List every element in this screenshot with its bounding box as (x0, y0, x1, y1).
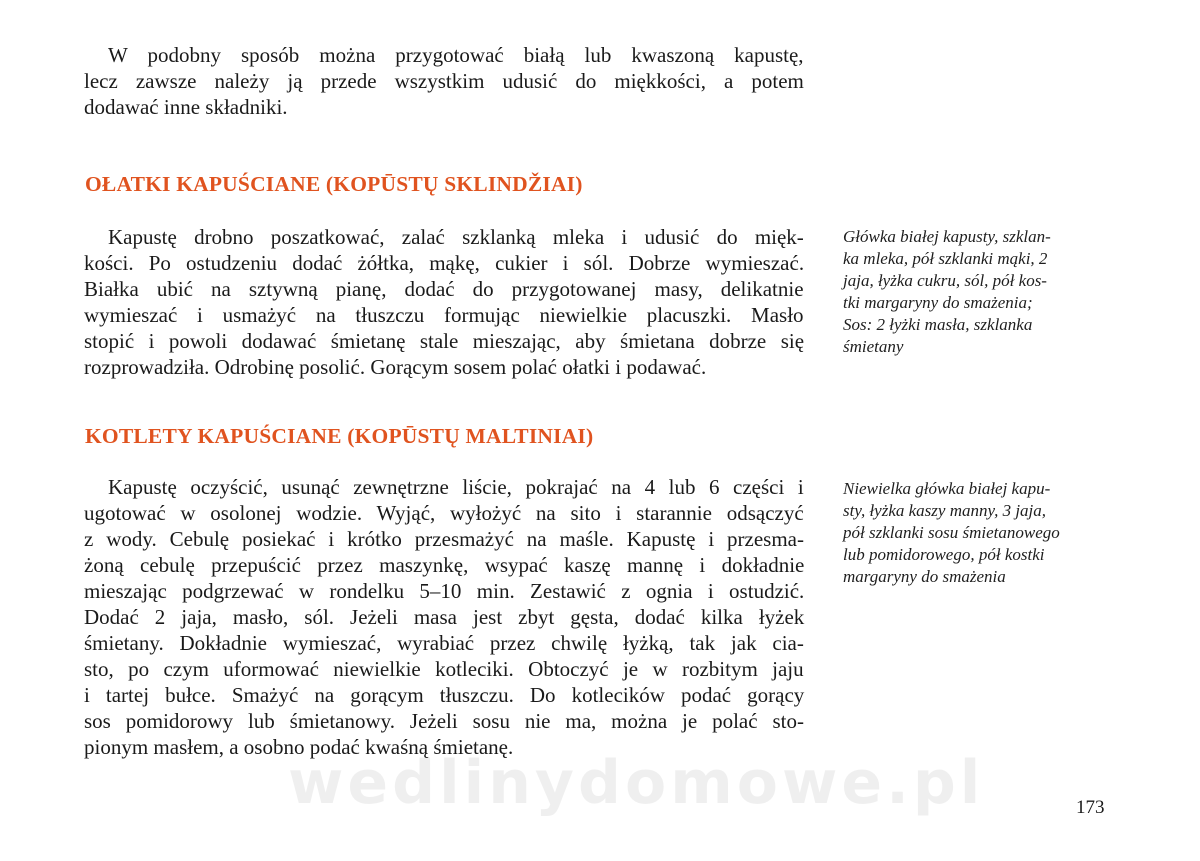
recipe-title: OŁATKI KAPUŚCIANE (KOPŪSTŲ SKLINDŽIAI) (85, 172, 583, 196)
ingredients-line: Niewielka główka białej kapu- (843, 479, 1051, 498)
recipe-body-line: i tartej bułce. Smażyć na gorącym tłuszczu. Do kotlecików podać gorący (84, 683, 805, 707)
ingredients-line: lub pomidorowego, pół kostki (843, 545, 1045, 564)
intro-line: W podobny sposób można przygotować białą lub kwaszoną kapustę, (108, 43, 804, 67)
intro-paragraph (84, 42, 804, 120)
recipe-body-line: stopić i powoli dodawać śmietanę stale mieszając, aby śmietana dobrze się (84, 329, 805, 353)
ingredients-note (843, 478, 1060, 588)
recipe-title: KOTLETY KAPUŚCIANE (KOPŪSTŲ MALTINIAI) (85, 424, 594, 448)
watermark: wedlinydomowe.pl (288, 748, 985, 818)
recipe-body-line: rozprowadziła. Odrobinę posolić. Gorącym sosem polać ołatki i podawać. (84, 355, 707, 379)
recipe-body-line: Białka ubić na sztywną pianę, dodać do przygotowanej masy, delikatnie (84, 277, 804, 301)
ingredients-line: tki margaryny do smażenia; (843, 293, 1033, 312)
recipe-body-line: sto, po czym uformować niewielkie kotleciki. Obtoczyć je w rozbitym jaju (84, 657, 804, 681)
recipe-body-line: Kapustę oczyścić, usunąć zewnętrzne liście, pokrajać na 4 lub 6 części i (108, 475, 804, 499)
recipe-body (84, 474, 804, 760)
ingredients-note (843, 226, 1051, 358)
ingredients-line: sty, łyżka kaszy manny, 3 jaja, (843, 501, 1047, 520)
page-number: 173 (1076, 797, 1105, 818)
intro-line: lecz zawsze należy ją przede wszystkim udusić do miękkości, a potem (84, 69, 804, 93)
recipe-body-line: sos pomidorowy lub śmietanowy. Jeżeli sosu nie ma, można je polać sto- (84, 709, 804, 733)
recipe-body-line: mieszając podgrzewać w rondelku 5–10 min. Zestawić z ognia i ostudzić. (84, 579, 805, 603)
recipe-body-line: pionym masłem, a osobno podać kwaśną śmietanę. (84, 735, 514, 759)
recipe-body (84, 224, 804, 380)
intro-line: dodawać inne składniki. (84, 95, 288, 119)
recipe-body-line: śmietany. Dokładnie wymieszać, wyrabiać przez chwilę łyżką, tak jak cia- (84, 631, 804, 655)
recipe-body-line: z wody. Cebulę posiekać i krótko przesmażyć na maśle. Kapustę i przesma- (84, 527, 804, 551)
recipe-body-line: Kapustę drobno poszatkować, zalać szklanką mleka i udusić do mięk- (108, 225, 804, 249)
ingredients-line: pół szklanki sosu śmietanowego (843, 523, 1060, 542)
ingredients-line: śmietany (843, 337, 904, 356)
recipe-body-line: wymieszać i usmażyć na tłuszczu formując niewielkie placuszki. Masło (84, 303, 804, 327)
recipe-body-line: ugotować w osolonej wodzie. Wyjąć, wyłożyć na sito i starannie odsączyć (84, 501, 804, 525)
ingredients-line: Główka białej kapusty, szklan- (843, 227, 1051, 246)
ingredients-line: margaryny do smażenia (843, 567, 1006, 586)
recipe-body-line: kości. Po ostudzeniu dodać żółtka, mąkę, cukier i sól. Dobrze wymieszać. (84, 251, 805, 275)
ingredients-line: ka mleka, pół szklanki mąki, 2 (843, 249, 1048, 268)
recipe-body-line: żoną cebulę przepuścić przez maszynkę, wsypać kaszę mannę i dokładnie (84, 553, 805, 577)
ingredients-line: jaja, łyżka cukru, sól, pół kos- (843, 271, 1047, 290)
ingredients-line: Sos: 2 łyżki masła, szklanka (843, 315, 1033, 334)
recipe-body-line: Dodać 2 jaja, masło, sól. Jeżeli masa jest zbyt gęsta, dodać kilka łyżek (84, 605, 805, 629)
